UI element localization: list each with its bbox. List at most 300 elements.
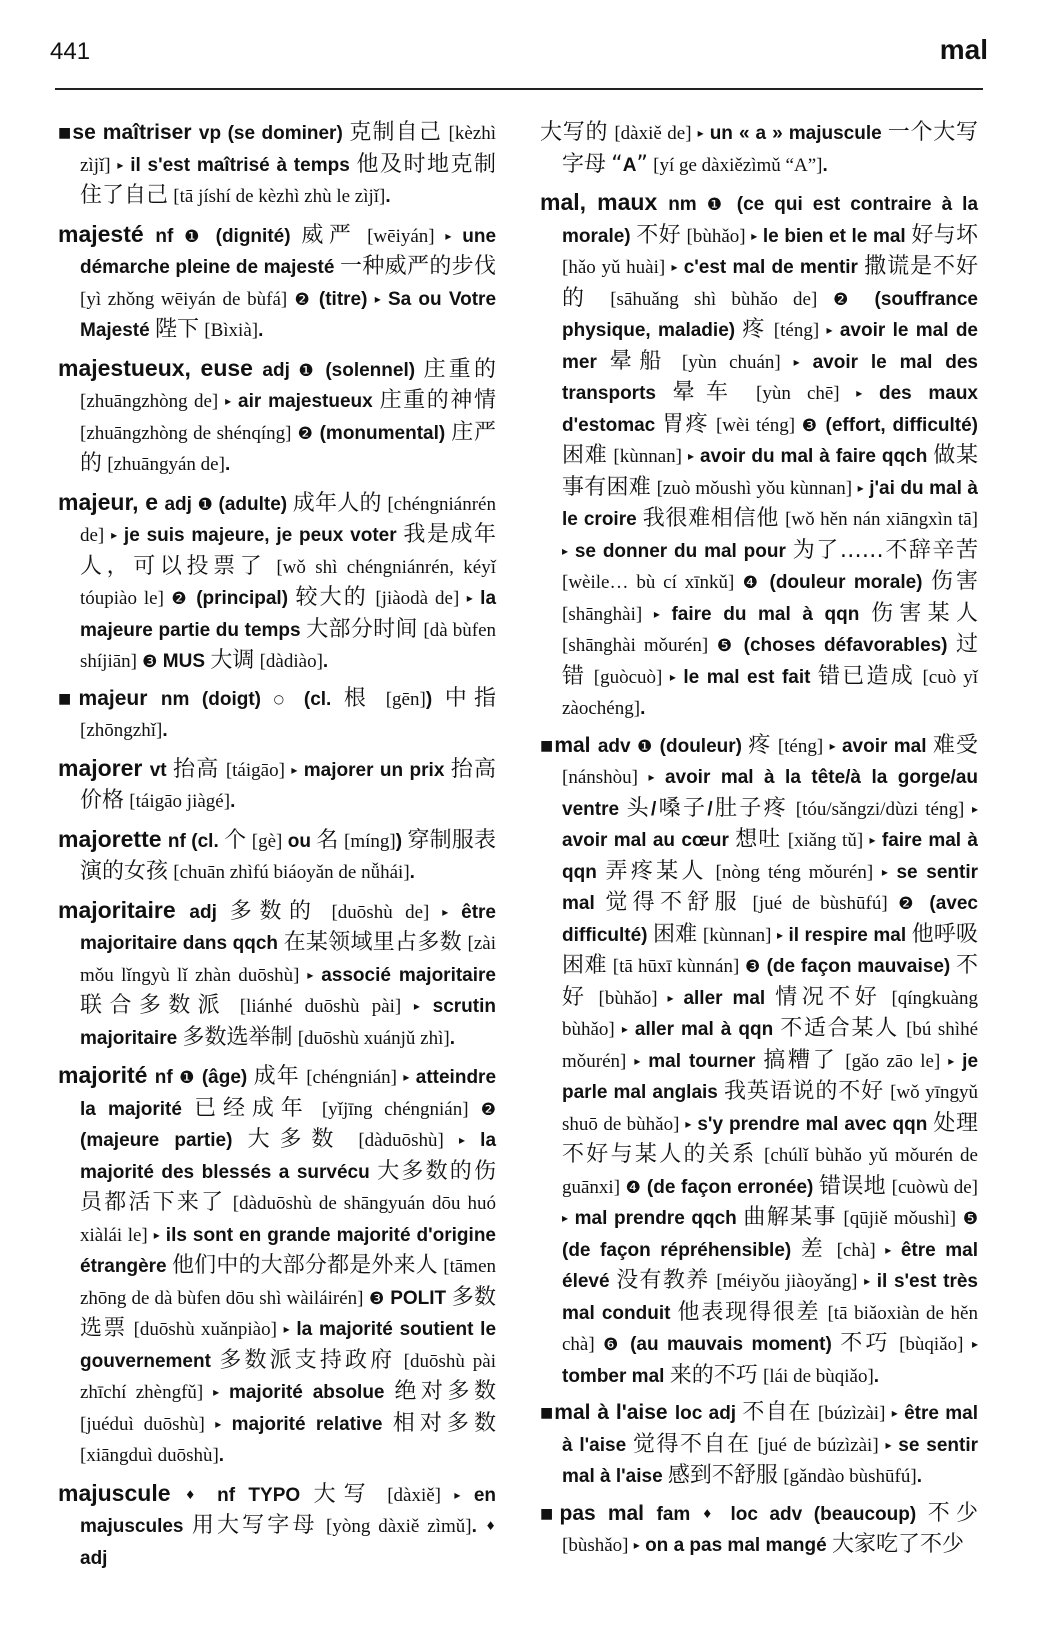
pinyin: [juéduì duōshù] (80, 1413, 205, 1435)
sense-number: ❶ (179, 1068, 196, 1088)
sense-number: ❶ (197, 494, 213, 515)
entry-text: . (873, 1365, 880, 1387)
example-marker: ▸ (213, 1385, 220, 1399)
entry-text (266, 557, 276, 578)
entry-text: nf (154, 1067, 180, 1088)
entry-text: / (651, 798, 657, 820)
chinese-translation: 根 (343, 685, 374, 711)
pinyin: [dà bùfen shíjiān] (80, 619, 496, 672)
chinese-translation: 成年人的 (292, 490, 382, 516)
chinese-translation: 用大写字母 (191, 1513, 318, 1538)
example-marker: ♦ (485, 1519, 497, 1533)
entry-text (742, 893, 753, 914)
chinese-translation: 疼 (748, 732, 772, 758)
pinyin: [hǎo yǔ huài] (562, 257, 666, 278)
entry-text (662, 667, 670, 688)
example-marker: ▸ (634, 1053, 641, 1068)
subentry-square-icon: ■ (58, 125, 73, 141)
entry-text: ils sont en grande majorité d'origine étrangère (80, 1224, 496, 1277)
sense-number: ❷ (294, 289, 312, 310)
entry-text: atteindre la majorité (80, 1067, 497, 1120)
chinese-translation: 搞糟了 (763, 1047, 838, 1073)
sense-number: ❹ (625, 1177, 642, 1198)
example-marker: ▸ (403, 1070, 410, 1084)
entry-text (319, 902, 332, 923)
chinese-translation: 胃疼 (662, 411, 710, 437)
chinese-translation: 没有教养 (616, 1268, 710, 1293)
chinese-translation: 绝对多数 (394, 1379, 497, 1404)
entry-text: le mal est fait (675, 666, 818, 688)
pinyin: [wēiyán] (367, 225, 435, 247)
headword: majorité (58, 1062, 148, 1088)
entry-text (788, 799, 796, 820)
left-column (58, 118, 496, 1580)
entry-text (876, 1240, 886, 1261)
chinese-translation: 庄重的神情 (379, 388, 497, 413)
dictionary-entry (58, 219, 496, 347)
entry-text: nm (668, 194, 707, 215)
pinyin: [chéngnián] (306, 1067, 397, 1088)
entry-text: en majuscules (80, 1484, 497, 1537)
pinyin: [bùshǎo] (562, 1535, 629, 1556)
chinese-translation: 嗓子 (656, 795, 708, 821)
example-marker: ▸ (669, 669, 676, 684)
entry-text (205, 1414, 215, 1435)
example-marker: ▸ (881, 864, 888, 879)
entry-text (756, 1145, 764, 1166)
pinyin: [gè] (251, 830, 283, 852)
dictionary-entry (58, 1060, 496, 1472)
entry-text (615, 1019, 622, 1040)
pinyin: [téng] (777, 735, 824, 757)
entry-text: (avec difficulté) (562, 893, 978, 946)
chinese-translation: 已经成年 (194, 1095, 310, 1121)
pinyin: [jué de bùshūfú] (752, 893, 888, 914)
pinyin: [kùnnan] (613, 446, 682, 467)
pinyin: [chuān zhìfú biáoyǎn de nǚhái] (173, 862, 410, 883)
sense-number: ❷ (171, 589, 189, 609)
entry-text: MUS (157, 651, 211, 672)
example-marker: ▸ (153, 1227, 160, 1242)
entry-text: (ce qui est contraire à la morale) (562, 194, 979, 247)
entry-text: nf (155, 225, 185, 247)
entry-text: POLIT (384, 1287, 452, 1309)
pinyin: [tā hūxī kùnnán] (612, 956, 740, 977)
chinese-translation: 来的不巧 (669, 1362, 758, 1388)
sense-number: ❸ (801, 415, 819, 436)
entry-text: . (409, 862, 415, 883)
entry-text: se sentir mal (562, 861, 978, 914)
pinyin: [shānghài] (562, 603, 643, 625)
entry-text (638, 767, 648, 788)
chinese-translation: 一个大写字母 (562, 120, 978, 177)
entry-text (891, 1334, 899, 1355)
chinese-translation: 不好 (636, 222, 681, 248)
entry-text: adv (597, 735, 637, 757)
entry-text: (douleur morale) (761, 572, 931, 593)
entry-text: (cl. (291, 688, 344, 710)
pinyin: [míng] (344, 830, 396, 852)
entry-text (817, 289, 833, 310)
entry-text (827, 1240, 837, 1261)
entry-text: on a pas mal mangé (639, 1535, 832, 1556)
pinyin: [yùn chē] (756, 383, 840, 404)
entry-text (395, 1351, 403, 1372)
chinese-translation: 做某事有困难 (562, 443, 978, 500)
example-marker: ▸ (667, 990, 674, 1005)
entry-text (963, 1334, 971, 1355)
example-marker: ▸ (856, 386, 863, 400)
example-marker: ▸ (776, 927, 783, 942)
chinese-translation: 感到不舒服 (667, 1463, 778, 1488)
pinyin: [dàxiě] (387, 1484, 442, 1506)
entry-text: A (622, 154, 637, 176)
entry-text: . (640, 698, 646, 719)
entry-text (795, 415, 802, 436)
entry-text (899, 1019, 906, 1040)
chinese-translation: 在某领域里占多数 (283, 930, 462, 955)
chinese-translation: 他们中的大部分都是外来人 (172, 1253, 438, 1278)
entry-text: le bien et le mal (757, 225, 912, 247)
example-marker: ▸ (458, 1133, 466, 1147)
entry-text: ) (395, 830, 408, 852)
example-marker: ▸ (283, 1322, 290, 1336)
chinese-translation: 晕船 (609, 348, 669, 374)
pinyin: [xiǎng tǔ] (787, 830, 864, 851)
pinyin: [bùhǎo] (598, 987, 658, 1009)
entry-text: (choses défavorables) (735, 635, 956, 656)
example-marker: ♦ (184, 1487, 204, 1502)
entry-text: avoir mal (835, 735, 933, 757)
chinese-translation: 不好 (562, 953, 978, 1010)
entry-text (956, 1208, 963, 1229)
pinyin: [kèzhì zìjǐ] (80, 123, 496, 176)
chinese-translation: 陛下 (154, 317, 199, 342)
pinyin: [tā biǎoxiàn de hěn chà] (562, 1302, 978, 1355)
entry-text: (souffrance physique, maladie) (562, 288, 978, 341)
entry-text: nm (doigt) (160, 688, 274, 710)
entry-text: être mal élevé (562, 1239, 978, 1292)
example-marker: ▸ (948, 1053, 955, 1068)
entry-text (734, 572, 742, 593)
chinese-translation: 个 (224, 827, 247, 853)
chinese-translation: 多数选举制 (182, 1024, 293, 1050)
entry-text (441, 1485, 454, 1506)
entry-text: adj (164, 493, 198, 515)
chinese-translation: 伤害 (930, 569, 978, 594)
entry-text: la majorité soutient le gouvernement (80, 1319, 497, 1372)
chinese-translation: 大写的 (540, 120, 609, 145)
entry-text: il respire mal (782, 924, 912, 946)
dictionary-entry (540, 1398, 978, 1493)
entry-text (658, 988, 668, 1009)
entry-body (540, 121, 978, 176)
example-marker: ▸ (307, 967, 314, 982)
sense-number: ❹ (742, 573, 762, 593)
chinese-translation: 处理不好与某人的关系 (562, 1110, 978, 1167)
entry-text (435, 226, 446, 247)
pinyin: [gǎndào bùshūfú] (783, 1466, 917, 1487)
sense-number: ❶ (706, 195, 727, 215)
example-marker: ▸ (413, 999, 420, 1013)
chinese-translation: ” (636, 151, 648, 177)
entry-text (356, 226, 367, 247)
entry-text: . (822, 154, 828, 176)
example-marker: ▸ (697, 126, 704, 140)
chinese-translation: 我是成年人，可以投票了 (80, 522, 496, 579)
entry-text: faire mal à qqn (562, 830, 978, 883)
headword: majoritaire (58, 896, 176, 923)
example-marker: ○ (273, 691, 292, 706)
dictionary-entry (58, 684, 496, 747)
pinyin: [yǐjīng chéngnián] (321, 1098, 469, 1120)
chinese-translation: 他呼吸困难 (562, 921, 978, 978)
entry-text: vp (se dominer) (198, 123, 350, 144)
entry-text: (de façon mauvaise) (760, 956, 956, 977)
entry-text (586, 667, 594, 688)
entry-text: être mal à l'aise (562, 1403, 979, 1456)
entry-text: . (224, 454, 231, 475)
chinese-translation: 撒谎是不好的 (562, 254, 978, 311)
entry-text (595, 1334, 603, 1355)
pinyin: [téng] (773, 320, 820, 341)
chinese-translation: 觉得不自在 (632, 1431, 751, 1457)
pinyin: [bú shìhé mǒurén] (562, 1019, 979, 1072)
entry-text: (effort, difficulté) (818, 414, 978, 436)
chinese-translation: 曲解某事 (743, 1205, 837, 1230)
chinese-translation: 错已造成 (818, 663, 915, 689)
chinese-translation: 大写 (313, 1481, 374, 1507)
entry-text: (majeure partie) (80, 1130, 248, 1151)
entry-text: mal prendre qqch (568, 1208, 744, 1229)
entry-text: avoir mal au cœur (562, 830, 736, 851)
entry-text: il s'est maîtrisé à temps (123, 154, 357, 176)
headword: majeur, e (58, 488, 158, 515)
entry-text: loc adj (674, 1403, 743, 1424)
entry-text (708, 635, 717, 656)
pinyin: [Bìxià] (204, 320, 259, 341)
chinese-translation: 庄严的 (80, 419, 497, 476)
pinyin: [dàduōshù] (358, 1130, 444, 1151)
pinyin: [táigāo] (225, 759, 285, 781)
pinyin: [yòng dàxiě zìmǔ] (326, 1516, 472, 1537)
entry-text: loc adv (beaucoup) (718, 1503, 928, 1525)
pinyin: [cuòwù de] (891, 1176, 978, 1198)
entry-text (888, 893, 899, 914)
pinyin: [wèile… bù cí xīnkǔ] (562, 572, 735, 593)
entry-text (469, 1099, 481, 1120)
entry-text: être majoritaire dans qqch (80, 901, 496, 954)
pinyin: [zài mǒu lǐngyù lǐ zhàn duōshù] (80, 933, 496, 986)
entry-text (642, 604, 654, 625)
pinyin: [duōshù xuánjǔ zhì] (297, 1027, 450, 1049)
entry-text: un « a » majuscule (703, 123, 888, 144)
chinese-translation: 他表现得很差 (677, 1299, 821, 1325)
chinese-translation: 大家吃了不少 (831, 1532, 964, 1557)
chinese-translation: 名 (316, 827, 339, 853)
headword: majesté (58, 220, 144, 247)
example-marker: ▸ (891, 1406, 898, 1420)
example-marker: ▸ (685, 1116, 692, 1131)
right-column (540, 118, 978, 1568)
entry-text: / (707, 798, 713, 820)
pinyin: [xiāngduì duōshù] (80, 1445, 219, 1466)
pinyin: [liánhé duōshù pài] (239, 996, 402, 1017)
entry-text (444, 1130, 459, 1151)
entry-text (127, 1319, 134, 1340)
entry-text (203, 1382, 213, 1403)
sense-number: ❸ (369, 1288, 385, 1309)
pinyin: [táigāo jiàgé] (129, 791, 231, 812)
entry-text (669, 352, 682, 373)
entry-text: (monumental) (313, 422, 452, 444)
headword: pas mal (559, 1501, 645, 1525)
entry-text: . (916, 1466, 922, 1487)
sense-number: ❷ (898, 894, 919, 914)
entry-text (374, 1485, 387, 1506)
entry-text: . (258, 320, 264, 341)
sense-number: ❻ (603, 1335, 622, 1355)
chinese-translation: “ (611, 151, 623, 177)
subentry-square-icon: ■ (58, 690, 79, 707)
entry-text: scrutin majoritaire (80, 996, 496, 1049)
pinyin: [tā jíshí de kèzhì zhù le zìjǐ] (173, 186, 386, 207)
entry-text: se sentir mal à l'aise (562, 1434, 978, 1487)
entry-text: . (162, 720, 168, 741)
pinyin: [kùnnan] (702, 924, 772, 946)
entry-text (819, 320, 826, 341)
pinyin: [dàxiě de] (614, 123, 692, 144)
entry-text: (dignité) (204, 225, 302, 247)
entry-text: . (449, 1027, 455, 1049)
entry-text (318, 1516, 326, 1537)
headword: majorette (58, 825, 162, 852)
example-marker: ▸ (751, 228, 758, 243)
pinyin: [guòcuò] (593, 666, 663, 688)
chinese-translation: 他及时地克制住了自己 (80, 151, 496, 208)
chinese-translation: 不适合某人 (780, 1016, 900, 1041)
pinyin: [chúlǐ bùhǎo yǔ mǒurén de guānxi] (562, 1145, 978, 1198)
entry-text (277, 1319, 284, 1340)
entry-text: fam (656, 1503, 702, 1525)
chinese-translation: 困难 (652, 921, 698, 947)
entry-text: (de façon erronée) (641, 1176, 819, 1198)
pinyin: [nánshòu] (562, 767, 638, 788)
example-marker: ▸ (291, 762, 298, 777)
entry-text (343, 1130, 358, 1151)
entry-text: la majeure partie du temps (80, 588, 497, 641)
chinese-translation: 大多数的伤员都活下来了 (80, 1158, 496, 1215)
entry-text: tomber mal (562, 1365, 670, 1387)
example-marker: ▸ (633, 1538, 640, 1552)
entry-text (373, 689, 386, 710)
entry-text: je parle mal anglais (562, 1050, 979, 1103)
entry-text (429, 902, 442, 923)
subentry-square-icon: ■ (540, 737, 555, 754)
example-marker: ▸ (826, 323, 833, 337)
entry-text: . (218, 1445, 225, 1466)
pinyin: [duōshù xuǎnpiào] (133, 1319, 277, 1340)
pinyin: [bùhǎo] (686, 225, 746, 247)
entry-text (840, 383, 857, 404)
example-marker: ▸ (562, 1211, 569, 1225)
entry-text: ) (425, 688, 445, 710)
pinyin: [yí ge dàxiězìmǔ “A”] (653, 154, 823, 176)
pinyin: [zhuāngzhòng de shénqíng] (80, 422, 292, 444)
entry-text: Sa ou Votre Majesté (80, 288, 497, 341)
entry-text: adj (189, 901, 230, 923)
pinyin: [dàdiào] (259, 651, 323, 672)
example-marker: ▸ (864, 1274, 871, 1288)
entry-text: (âge) (195, 1067, 254, 1088)
chinese-translation: 伤害某人 (871, 600, 978, 626)
sense-number: ❶ (298, 360, 317, 381)
pinyin: [sāhuǎng shì bùhǎo de] (610, 288, 818, 310)
example-marker: ▸ (111, 528, 118, 542)
entry-body (562, 734, 978, 1387)
example-marker: ♦ (701, 1506, 719, 1521)
chinese-translation: 差 (800, 1236, 828, 1262)
entry-text (589, 988, 599, 1009)
sense-number: ❷ (297, 423, 314, 444)
entry-text: j'ai du mal à le croire (562, 477, 979, 530)
entry-text: adj (80, 1547, 108, 1569)
entry-text: la majorité des blessés a survécu (80, 1130, 497, 1183)
chinese-translation: 大多数 (247, 1127, 344, 1152)
entry-body (562, 192, 978, 719)
chinese-translation: 庄重的 (423, 356, 496, 382)
chinese-translation: 大部分时间 (306, 616, 418, 642)
chinese-translation: 想吐 (735, 827, 782, 852)
chinese-translation: 好与坏 (911, 222, 978, 248)
entry-text: . (471, 1516, 486, 1537)
entry-text: (douleur) (653, 735, 749, 757)
example-marker: ▸ (653, 606, 660, 621)
pinyin: [tóu/sǎngzi/dùzi téng] (795, 798, 965, 820)
entry-text: vt (149, 759, 174, 781)
entry-text: mal tourner (640, 1050, 764, 1072)
pinyin: [jué de búzìzài] (757, 1434, 879, 1456)
chinese-translation: 晕车 (672, 380, 740, 405)
pinyin: [gēn] (385, 688, 426, 710)
entry-text (227, 996, 240, 1017)
sense-number: ❶ (636, 736, 654, 757)
entry-text: c'est mal de mentir (677, 257, 865, 278)
chinese-translation: 成年 (253, 1064, 300, 1089)
entry-text (709, 415, 716, 436)
dictionary-entry (58, 118, 496, 213)
example-marker: ▸ (829, 738, 836, 753)
entry-text: il s'est très mal conduit (562, 1271, 978, 1324)
pinyin: [zhōngzhǐ] (80, 720, 163, 741)
pinyin: [qíngkuàng bùhǎo] (562, 987, 978, 1040)
entry-text (401, 996, 414, 1017)
entry-text (225, 1193, 233, 1214)
example-marker: ▸ (971, 801, 978, 816)
example-marker: ▸ (671, 260, 678, 274)
example-marker: ▸ (869, 833, 876, 847)
pinyin: [jiàodà de] (375, 588, 460, 609)
entry-text (766, 320, 773, 341)
example-marker: ▸ (117, 157, 124, 172)
pinyin: [zuò mǒushì yǒu kùnnan] (656, 477, 853, 499)
chinese-translation: 头 (626, 795, 652, 821)
example-marker: ▸ (885, 1242, 892, 1257)
page-number: 441 (50, 38, 91, 65)
subentry-square-icon: ■ (540, 1505, 560, 1522)
entry-text (873, 862, 882, 883)
example-marker: ▸ (885, 1437, 892, 1452)
